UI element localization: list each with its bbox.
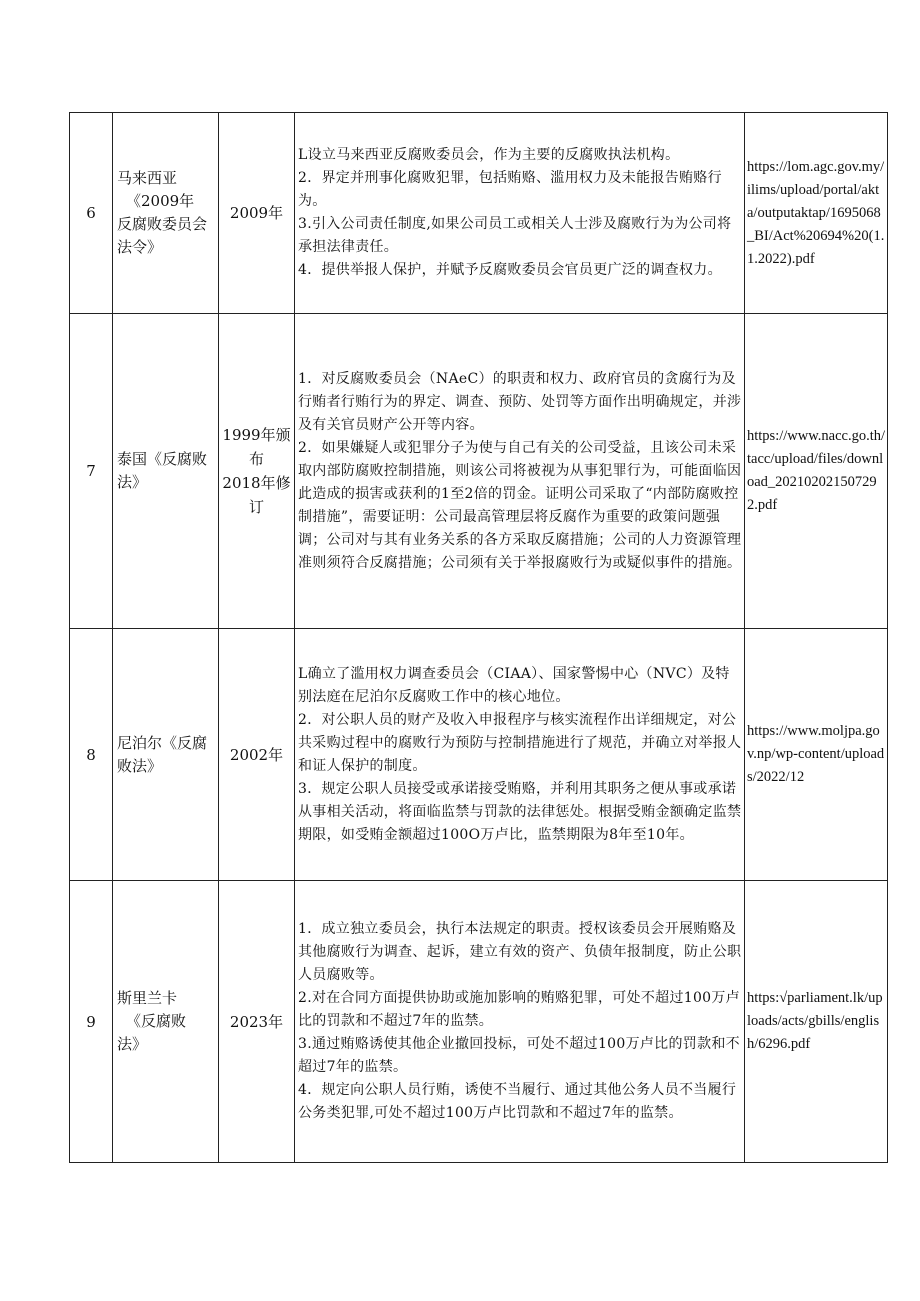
- row-number: 9: [70, 881, 113, 1163]
- row-number: 8: [70, 629, 113, 881]
- law-name: [113, 881, 219, 1163]
- content-item: 2．如果嫌疑人或犯罪分子为使与自己有关的公司受益，且该公司未采取内部防腐败控制措施，则该公司将被视为从事犯罪行为，可能面临因此造成的损害或获利的1至2倍的罚金。证明公司采取了“内部防腐败控制措施”，需要证明：公司最高管理层将反腐作为重要的政策问题强调；公司对与其有业务关系的各方采取反腐措施；公司的人力资源管理准则须符合反腐措施；公司须有关于举报腐败行为或疑似事件的措施。: [298, 439, 742, 571]
- law-year-line: 订: [248, 498, 264, 516]
- law-name-line: 败法》: [117, 756, 163, 775]
- law-table: [69, 112, 888, 1163]
- content-item: L设立马来西亚反腐败委员会，作为主要的反腐败执法机构。: [298, 147, 680, 163]
- law-name-line: 泰国《反腐败: [117, 450, 208, 468]
- law-name: [113, 314, 219, 629]
- row-number: 7: [70, 314, 113, 629]
- table-row: [70, 113, 888, 314]
- law-source-url[interactable]: [745, 314, 888, 629]
- law-year-line: 布: [248, 450, 264, 468]
- law-content: [295, 113, 745, 314]
- source-link[interactable]: https://lom.agc.gov.my/ilims/upload/portal/akta/outputaktap/1695068_BI/Act%20694%20(1.1.2022).pdf: [747, 158, 885, 267]
- source-link[interactable]: https://www.moljpa.gov.np/wp-content/uploads/2022/12: [747, 723, 885, 785]
- content-item: 4．提供举报人保护，并赋予反腐败委员会官员更广泛的调查权力。: [298, 262, 722, 278]
- law-year-line: 2023年: [229, 1012, 284, 1031]
- law-name-line: 尼泊尔《反腐: [117, 733, 208, 752]
- law-content: [295, 314, 745, 629]
- law-name-line: 《2009年: [126, 192, 195, 210]
- content-item: 3．规定公职人员接受或承诺接受贿赂，并利用其职务之便从事或承诺从事相关活动，将面临监禁与罚款的法律惩处。根据受贿金额确定监禁期限，如受贿金额超过100O万卢比，监禁期限为8年至10年。: [298, 780, 742, 843]
- content-item: 2．对公职人员的财产及收入申报程序与核实流程作出详细规定，对公共采购过程中的腐败行为预防与控制措施进行了规范，并确立对举报人和证人保护的制度。: [298, 711, 742, 774]
- law-name-line: 法》: [117, 1035, 148, 1053]
- law-year-line: 2009年: [229, 204, 284, 222]
- law-content: [295, 629, 745, 881]
- law-source-url[interactable]: [745, 629, 888, 881]
- content-item: 2.对在合同方面提供协助或施加影响的贿赂犯罪，可处不超过100万卢比的罚款和不超过7年的监禁。: [298, 990, 740, 1029]
- law-source-url[interactable]: [745, 113, 888, 314]
- source-link[interactable]: https:√parliament.lk/uploads/acts/gbills/english/6296.pdf: [747, 990, 883, 1052]
- content-item: 3.通过贿赂诱使其他企业撤回投标，可处不超过100万卢比的罚款和不超过7年的监禁。: [298, 1036, 740, 1075]
- table-row: [70, 314, 888, 629]
- law-name-line: 反腐败委员会: [117, 215, 208, 233]
- law-year-line: 2018年修: [222, 474, 291, 492]
- law-year: [219, 881, 295, 1163]
- law-year: [219, 113, 295, 314]
- law-content: [295, 881, 745, 1163]
- law-name-line: 马来西亚: [117, 169, 178, 187]
- table-row: [70, 629, 888, 881]
- law-year: [219, 629, 295, 881]
- law-name: [113, 113, 219, 314]
- content-item: 4．规定向公职人员行贿，诱使不当履行、通过其他公务人员不当履行公务类犯罪,可处不超过100万卢比罚款和不超过7年的监禁。: [298, 1082, 737, 1121]
- content-item: 1．对反腐败委员会（NAeC）的职责和权力、政府官员的贪腐行为及行贿者行贿行为的界定、调查、预防、处罚等方面作出明确规定，并涉及有关官员财产公开等内容。: [298, 370, 742, 433]
- law-name-line: 法令》: [117, 238, 163, 256]
- law-name-line: 斯里兰卡: [117, 989, 178, 1007]
- content-item: 1．成立独立委员会，执行本法规定的职责。授权该委员会开展贿赂及其他腐败行为调查、起诉，建立有效的资产、负债年报制度，防止公职人员腐败等。: [298, 921, 742, 983]
- law-year-line: 2002年: [229, 745, 284, 764]
- law-year: [219, 314, 295, 629]
- source-link[interactable]: https://www.nacc.go.th/tacc/upload/files/download_20210202150729 2.pdf: [747, 428, 885, 513]
- content-item: L确立了滥用权力调查委员会（CIAA）、国家警惕中心（NVC）及特别法庭在尼泊尔反腐败工作中的核心地位。: [298, 665, 730, 705]
- content-item: 2．界定并刑事化腐败犯罪，包括贿赂、滥用权力及未能报告贿赂行为。: [298, 170, 722, 209]
- table-row: [70, 881, 888, 1163]
- law-name: [113, 629, 219, 881]
- law-source-url[interactable]: [745, 881, 888, 1163]
- row-number: 6: [70, 113, 113, 314]
- law-year-line: 1999年颁: [222, 426, 291, 444]
- content-item: 3.引入公司责任制度,如果公司员工或相关人士涉及腐败行为为公司将承担法律责任。: [298, 216, 732, 255]
- law-name-line: 《反腐败: [126, 1012, 187, 1030]
- law-name-line: 法》: [117, 473, 148, 491]
